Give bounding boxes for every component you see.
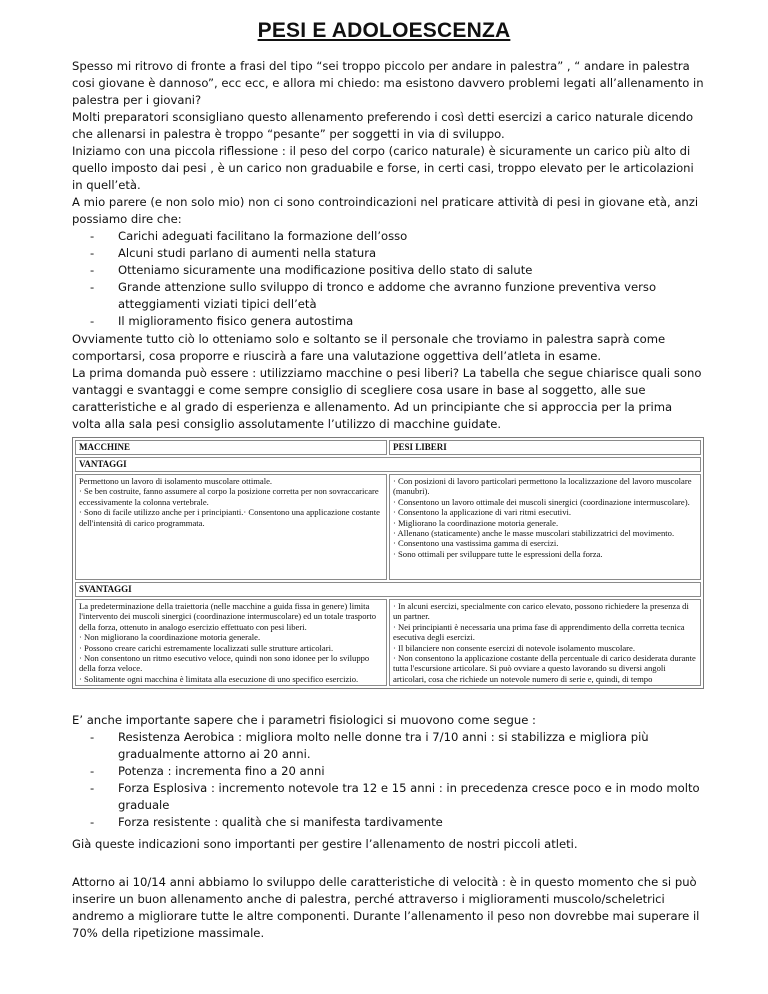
table-line: · Nei principianti è necessaria una prima fase di apprendimento della corretta tecnica esecutiva degli esercizi. — [393, 621, 685, 643]
table-line: · Possono creare carichi estremamente localizzati sulle strutture articolari. — [79, 642, 334, 653]
list-item: - Alcuni studi parlano di aumenti nella statura — [118, 245, 704, 262]
disadvantages-machines-cell — [75, 599, 387, 686]
table-line: · Se ben costruite, fanno assumere al corpo la posizione corretta per non sovraccaricare eccessivamente la colonna vertebrale. — [79, 486, 379, 507]
column-header-free-weights: PESI LIBERI — [389, 440, 701, 455]
table-line: · Consentono una vastissima gamma di esercizi. — [393, 538, 559, 549]
list-item: - Potenza : incrementa fino a 20 anni — [118, 763, 704, 780]
table-line: · Non consentono la applicazione costante della percentuale di carico desiderata durante tutta l'escursione articolare. Si può ovviare a questo lavorando su diversi angoli articolari, cosa che richiede un notevole numero di serie e, quindi, di tempo — [393, 653, 696, 684]
section-header-advantages: VANTAGGI — [75, 457, 701, 472]
table-line: · Migliorano la coordinazione motoria generale. — [393, 517, 559, 528]
table-line: · Sono ottimali per sviluppare tutte le espressioni della forza. — [393, 548, 603, 559]
table-line: · Solitamente ogni macchina è limitata alla esecuzione di uno specifico esercizio. — [79, 673, 359, 684]
section-header-disadvantages: SVANTAGGI — [75, 582, 701, 597]
table-line: · Consentono un lavoro ottimale dei muscoli sinergici (coordinazione intermuscolare). — [393, 496, 690, 507]
comparison-table — [72, 437, 704, 689]
disadvantages-free-weights-cell — [389, 599, 701, 686]
params-lead: E’ anche importante sapere che i parametri fisiologici si muovono come segue : — [72, 713, 536, 727]
intro-paragraph: Spesso mi ritrovo di fronte a frasi del tipo “sei troppo piccolo per andare in palestra” , “ andare in palestra cosi giovane è dannoso”, ecc ecc, e allora mi chiedo: ma esistono davvero problemi legati all’allenamento in palestra per i giovani? — [72, 59, 704, 107]
body-paragraph: La prima domanda può essere : utilizziamo macchine o pesi liberi? La tabella che segue chiarisce quali sono vantaggi e svantaggi e come sempre consiglio di scegliere cosa usare in base al soggetto, alle sue caratteristiche e al grado di esperienza e allenamento. Ad un principiante che si approccia per la prima volta alla sala pesi consiglio assolutamente l’utilizzo di macchine guidate. — [72, 366, 702, 431]
page-title: PESI E ADOLOESCENZA — [257, 19, 511, 42]
list-item: - Grande attenzione sullo sviluppo di tronco e addome che avranno funzione preventiva verso atteggiamenti viziati tipici dell’età — [118, 279, 704, 313]
closing-section-1 — [72, 836, 704, 853]
list-item: - Otteniamo sicuramente una modificazione positiva dello stato di salute — [118, 262, 704, 279]
table-line: · In alcuni esercizi, specialmente con carico elevato, possono richiedere la presenza di un partner. — [393, 601, 689, 622]
table-line: · Il bilanciere non consente esercizi di notevole isolamento muscolare. — [393, 642, 635, 653]
table-line: La predeterminazione della traiettoria (nelle macchine a guida fissa in genere) limita l'intervento dei muscoli sinergici (coordinazione intermuscolare) ed un totale trasporto della forza, ottenuto in analogo esercizio effettuato con pesi liberi. — [79, 601, 377, 632]
list-item: - Forza Esplosiva : incremento notevole tra 12 e 15 anni : in precedenza cresce poco e in modo molto graduale — [118, 780, 704, 814]
list-item: - Il miglioramento fisico genera autostima — [118, 313, 704, 330]
table-line: · Non migliorano la coordinazione motoria generale. — [79, 632, 261, 643]
intro-paragraph: Iniziamo con una piccola riflessione : il peso del corpo (carico naturale) è sicuramente un carico più alto di quello imposto dai pesi , è un carico non graduabile e forse, in certi casi, troppo elevato per le articolazioni in quell’età. — [72, 144, 694, 192]
advantages-machines-cell — [75, 474, 387, 580]
closing-section-2 — [72, 874, 704, 942]
table-line: · Con posizioni di lavoro particolari permettono la localizzazione del lavoro muscolare (manubri). — [393, 476, 692, 497]
middle-section — [72, 331, 704, 433]
body-paragraph: Già queste indicazioni sono importanti per gestire l’allenamento de nostri piccoli atleti. — [72, 837, 578, 851]
advantages-free-weights-cell — [389, 474, 701, 580]
params-section — [72, 712, 704, 831]
table-line: · Non consentono un ritmo esecutivo veloce, quindi non sono idonee per lo sviluppo della forza veloce. — [79, 653, 370, 674]
body-paragraph: Attorno ai 10/14 anni abbiamo lo sviluppo delle caratteristiche di velocità : è in questo momento che si può inserire un buon allenamento anche di palestra, perché attraverso i miglioramenti muscolo/scheletrici andremo a migliorare tutte le altre componenti. Durante l’allenamento il peso non dovrebbe mai superare il 70% della ripetizione massimale. — [72, 875, 700, 940]
column-header-machines: MACCHINE — [75, 440, 387, 455]
params-list — [72, 729, 704, 831]
intro-paragraph: Molti preparatori sconsigliano questo allenamento preferendo i così detti esercizi a carico naturale dicendo che allenarsi in palestra è troppo “pesante” per soggetti in via di sviluppo. — [72, 110, 694, 141]
table-line: · Allenano (staticamente) anche le masse muscolari stabilizzatrici del movimento. — [393, 528, 675, 539]
intro-section — [72, 58, 704, 330]
list-item: - Carichi adeguati facilitano la formazione dell’osso — [118, 228, 704, 245]
body-paragraph: Ovviamente tutto ciò lo otteniamo solo e soltanto se il personale che troviamo in palestra saprà come comportarsi, cosa proporre e riuscirà a fare una valutazione oggettiva dell’atleta in esame. — [72, 332, 666, 363]
list-item: - Forza resistente : qualità che si manifesta tardivamente — [118, 814, 704, 831]
table-line: Permettono un lavoro di isolamento muscolare ottimale. — [79, 476, 273, 486]
table-line: · Sono di facile utilizzo anche per i principianti.· Consentono una applicazione costante dell'intensità di carico programmata. — [79, 507, 380, 528]
table-line: · Consentono la applicazione di vari ritmi esecutivi. — [393, 507, 572, 518]
intro-paragraph: A mio parere (e non solo mio) non ci sono controindicazioni nel praticare attività di pesi in giovane età, anzi possiamo dire che: — [72, 195, 699, 226]
benefits-list — [72, 228, 704, 330]
list-item: - Resistenza Aerobica : migliora molto nelle donne tra i 7/10 anni : si stabilizza e migliora più gradualmente attorno ai 20 anni. — [118, 729, 704, 763]
